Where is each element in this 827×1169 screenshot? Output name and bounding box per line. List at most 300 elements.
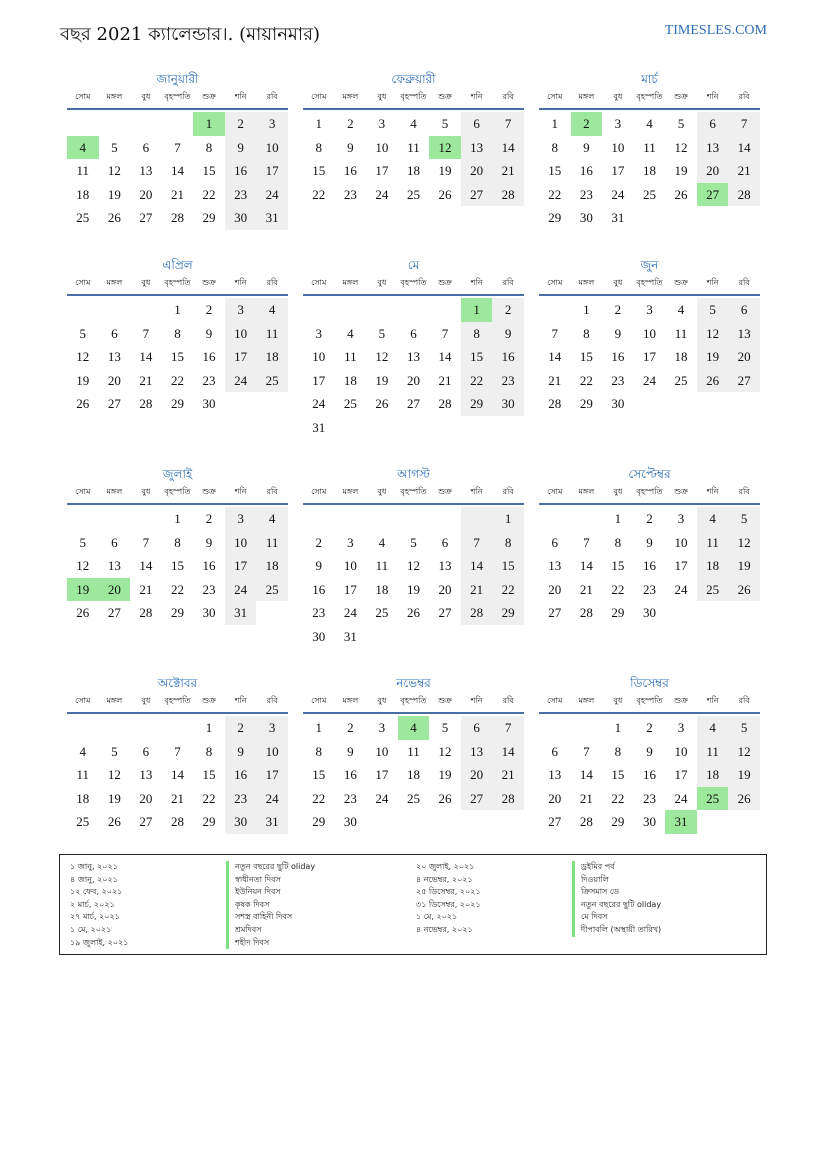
day-cell[interactable]: 14 bbox=[548, 349, 562, 364]
day-cell[interactable]: 23 bbox=[642, 790, 656, 806]
day-cell[interactable]: 13 bbox=[438, 558, 452, 573]
day-cell[interactable]: 22 bbox=[312, 790, 326, 806]
day-cell[interactable]: 3 bbox=[378, 116, 386, 131]
day-cell[interactable]: 28 bbox=[548, 396, 562, 411]
day-cell[interactable]: 15 bbox=[492, 554, 524, 578]
day-cell[interactable]: 25 bbox=[375, 605, 389, 620]
day-cell[interactable]: 4 bbox=[410, 116, 417, 131]
day-cell[interactable]: 7 bbox=[174, 743, 181, 759]
day-cell[interactable]: 1 bbox=[492, 507, 524, 531]
day-cell[interactable]: 31 bbox=[225, 601, 257, 625]
day-cell[interactable]: 17 bbox=[256, 763, 288, 787]
day-cell[interactable]: 19 bbox=[438, 163, 452, 178]
day-cell[interactable]: 20 bbox=[139, 790, 153, 806]
day-cell[interactable]: 6 bbox=[461, 112, 493, 136]
day-cell[interactable]: 21 bbox=[579, 790, 593, 806]
day-cell[interactable]: 30 bbox=[579, 210, 593, 225]
day-cell[interactable]: 7 bbox=[441, 325, 449, 341]
day-cell[interactable]: 14 bbox=[492, 740, 524, 764]
day-cell[interactable]: 12 bbox=[697, 322, 729, 346]
day-cell[interactable]: 19 bbox=[67, 578, 99, 602]
day-cell[interactable]: 13 bbox=[107, 349, 121, 364]
day-cell[interactable]: 25 bbox=[642, 186, 656, 202]
day-cell[interactable]: 16 bbox=[642, 558, 656, 573]
day-cell[interactable]: 14 bbox=[579, 558, 593, 573]
day-cell[interactable]: 19 bbox=[76, 372, 90, 388]
day-cell[interactable]: 2 bbox=[646, 511, 653, 526]
day-cell[interactable]: 11 bbox=[76, 163, 90, 178]
day-cell[interactable]: 2 bbox=[347, 720, 354, 735]
day-cell[interactable]: 10 bbox=[343, 558, 357, 573]
day-cell[interactable]: 30 bbox=[343, 814, 357, 829]
day-cell[interactable]: 27 bbox=[107, 605, 121, 620]
day-cell[interactable]: 4 bbox=[697, 716, 729, 740]
day-cell[interactable]: 14 bbox=[170, 163, 184, 178]
day-cell[interactable]: 14 bbox=[579, 767, 593, 782]
day-cell[interactable]: 13 bbox=[461, 136, 493, 160]
day-cell[interactable]: 3 bbox=[614, 116, 622, 131]
day-cell[interactable]: 11 bbox=[76, 767, 90, 782]
day-cell[interactable]: 18 bbox=[375, 581, 389, 597]
day-cell[interactable]: 3 bbox=[677, 720, 685, 735]
day-cell[interactable]: 8 bbox=[614, 743, 622, 759]
day-cell[interactable]: 16 bbox=[343, 767, 357, 782]
day-cell[interactable]: 26 bbox=[107, 814, 121, 829]
day-cell[interactable]: 13 bbox=[697, 136, 729, 160]
day-cell[interactable]: 5 bbox=[79, 534, 87, 550]
day-cell[interactable]: 30 bbox=[642, 814, 656, 829]
day-cell[interactable]: 5 bbox=[378, 325, 386, 341]
day-cell[interactable]: 8 bbox=[551, 139, 559, 155]
day-cell[interactable]: 19 bbox=[406, 581, 420, 597]
day-cell[interactable]: 24 bbox=[256, 787, 288, 811]
day-cell[interactable]: 18 bbox=[343, 372, 357, 388]
day-cell[interactable]: 23 bbox=[202, 581, 216, 597]
day-cell[interactable]: 27 bbox=[461, 787, 493, 811]
day-cell[interactable]: 3 bbox=[677, 511, 685, 526]
day-cell[interactable]: 16 bbox=[202, 558, 216, 573]
day-cell[interactable]: 15 bbox=[461, 345, 493, 369]
day-cell[interactable]: 12 bbox=[429, 136, 461, 160]
day-cell[interactable]: 8 bbox=[174, 325, 181, 341]
day-cell[interactable]: 14 bbox=[461, 554, 493, 578]
day-cell[interactable]: 16 bbox=[579, 163, 593, 178]
day-cell[interactable]: 11 bbox=[643, 139, 656, 155]
day-cell[interactable]: 29 bbox=[461, 392, 493, 416]
day-cell[interactable]: 24 bbox=[343, 605, 357, 620]
day-cell[interactable]: 27 bbox=[728, 369, 760, 393]
day-cell[interactable]: 17 bbox=[343, 581, 357, 597]
day-cell[interactable]: 20 bbox=[461, 763, 493, 787]
day-cell[interactable]: 29 bbox=[579, 396, 593, 411]
day-cell[interactable]: 1 bbox=[315, 720, 323, 735]
day-cell[interactable]: 19 bbox=[697, 345, 729, 369]
day-cell[interactable]: 7 bbox=[551, 325, 559, 341]
day-cell[interactable]: 2 bbox=[347, 116, 354, 131]
day-cell[interactable]: 24 bbox=[642, 372, 656, 388]
day-cell[interactable]: 30 bbox=[202, 396, 216, 411]
day-cell[interactable]: 29 bbox=[312, 814, 326, 829]
day-cell[interactable]: 19 bbox=[375, 372, 389, 388]
day-cell[interactable]: 24 bbox=[611, 186, 625, 202]
day-cell[interactable]: 11 bbox=[697, 531, 729, 555]
day-cell[interactable]: 17 bbox=[375, 767, 389, 782]
day-cell[interactable]: 28 bbox=[579, 814, 593, 829]
day-cell[interactable]: 12 bbox=[728, 740, 760, 764]
day-cell[interactable]: 25 bbox=[343, 396, 357, 411]
day-cell[interactable]: 15 bbox=[611, 767, 625, 782]
day-cell[interactable]: 15 bbox=[579, 349, 593, 364]
day-cell[interactable]: 5 bbox=[677, 116, 685, 131]
day-cell[interactable]: 17 bbox=[674, 767, 688, 782]
day-cell[interactable]: 9 bbox=[205, 534, 213, 550]
day-cell[interactable]: 6 bbox=[728, 298, 760, 322]
day-cell[interactable]: 6 bbox=[551, 534, 559, 550]
day-cell[interactable]: 14 bbox=[728, 136, 760, 160]
day-cell[interactable]: 12 bbox=[674, 139, 688, 155]
day-cell[interactable]: 23 bbox=[202, 372, 216, 388]
day-cell[interactable]: 13 bbox=[406, 349, 420, 364]
day-cell[interactable]: 23 bbox=[343, 790, 357, 806]
day-cell[interactable]: 16 bbox=[343, 163, 357, 178]
day-cell[interactable]: 24 bbox=[674, 581, 688, 597]
day-cell[interactable]: 27 bbox=[697, 183, 729, 207]
day-cell[interactable]: 21 bbox=[139, 372, 153, 388]
day-cell[interactable]: 11 bbox=[256, 322, 288, 346]
day-cell[interactable]: 3 bbox=[225, 298, 257, 322]
day-cell[interactable]: 18 bbox=[76, 186, 90, 202]
day-cell[interactable]: 5 bbox=[728, 507, 760, 531]
day-cell[interactable]: 21 bbox=[438, 372, 452, 388]
day-cell[interactable]: 23 bbox=[611, 372, 625, 388]
day-cell[interactable]: 5 bbox=[441, 116, 449, 131]
site-link[interactable]: TIMESLES.COM bbox=[664, 23, 767, 38]
day-cell[interactable]: 25 bbox=[256, 578, 288, 602]
day-cell[interactable]: 25 bbox=[76, 210, 90, 225]
day-cell[interactable]: 24 bbox=[256, 183, 288, 207]
day-cell[interactable]: 1 bbox=[174, 511, 181, 526]
day-cell[interactable]: 14 bbox=[139, 349, 153, 364]
day-cell[interactable]: 16 bbox=[611, 349, 625, 364]
day-cell[interactable]: 17 bbox=[674, 558, 688, 573]
day-cell[interactable]: 24 bbox=[375, 790, 389, 806]
day-cell[interactable]: 29 bbox=[492, 601, 524, 625]
day-cell[interactable]: 25 bbox=[406, 790, 420, 806]
day-cell[interactable]: 31 bbox=[312, 419, 326, 435]
day-cell[interactable]: 3 bbox=[256, 716, 288, 740]
day-cell[interactable]: 31 bbox=[256, 206, 288, 230]
day-cell[interactable]: 22 bbox=[611, 581, 625, 597]
day-cell[interactable]: 17 bbox=[642, 349, 656, 364]
day-cell[interactable]: 24 bbox=[674, 790, 688, 806]
day-cell[interactable]: 11 bbox=[697, 740, 729, 764]
day-cell[interactable]: 21 bbox=[492, 763, 524, 787]
day-cell[interactable]: 15 bbox=[548, 163, 562, 178]
day-cell[interactable]: 13 bbox=[139, 767, 153, 782]
day-cell[interactable]: 2 bbox=[205, 302, 213, 317]
day-cell[interactable]: 10 bbox=[611, 139, 625, 155]
day-cell[interactable]: 3 bbox=[256, 112, 288, 136]
day-cell[interactable]: 15 bbox=[170, 558, 184, 573]
day-cell[interactable]: 9 bbox=[646, 743, 653, 759]
day-cell[interactable]: 6 bbox=[441, 534, 449, 550]
day-cell[interactable]: 5 bbox=[728, 716, 760, 740]
day-cell[interactable]: 6 bbox=[111, 325, 118, 341]
day-cell[interactable]: 19 bbox=[728, 554, 760, 578]
day-cell[interactable]: 9 bbox=[347, 743, 354, 759]
day-cell[interactable]: 22 bbox=[202, 186, 216, 202]
day-cell[interactable]: 2 bbox=[614, 302, 622, 317]
day-cell[interactable]: 17 bbox=[256, 159, 288, 183]
day-cell[interactable]: 4 bbox=[67, 136, 99, 160]
day-cell[interactable]: 10 bbox=[256, 740, 288, 764]
day-cell[interactable]: 12 bbox=[406, 558, 420, 573]
day-cell[interactable]: 6 bbox=[551, 743, 559, 759]
day-cell[interactable]: 29 bbox=[170, 396, 184, 411]
day-cell[interactable]: 15 bbox=[202, 163, 216, 178]
day-cell[interactable]: 28 bbox=[728, 183, 760, 207]
day-cell[interactable]: 15 bbox=[611, 558, 625, 573]
day-cell[interactable]: 26 bbox=[728, 578, 760, 602]
day-cell[interactable]: 29 bbox=[202, 814, 216, 829]
day-cell[interactable]: 28 bbox=[492, 183, 524, 207]
day-cell[interactable]: 15 bbox=[202, 767, 216, 782]
day-cell[interactable]: 29 bbox=[611, 814, 625, 829]
day-cell[interactable]: 9 bbox=[492, 322, 524, 346]
day-cell[interactable]: 27 bbox=[406, 396, 420, 411]
day-cell[interactable]: 3 bbox=[225, 507, 257, 531]
day-cell[interactable]: 10 bbox=[312, 349, 326, 364]
day-cell[interactable]: 25 bbox=[697, 578, 729, 602]
day-cell[interactable]: 8 bbox=[174, 534, 181, 550]
day-cell[interactable]: 5 bbox=[697, 298, 729, 322]
day-cell[interactable]: 24 bbox=[225, 369, 257, 393]
day-cell[interactable]: 1 bbox=[193, 112, 225, 136]
day-cell[interactable]: 7 bbox=[583, 743, 590, 759]
day-cell[interactable]: 2 bbox=[315, 534, 323, 550]
day-cell[interactable]: 11 bbox=[375, 558, 389, 573]
day-cell[interactable]: 22 bbox=[579, 372, 593, 388]
day-cell[interactable]: 20 bbox=[461, 159, 493, 183]
day-cell[interactable]: 29 bbox=[548, 210, 562, 225]
day-cell[interactable]: 27 bbox=[438, 605, 452, 620]
day-cell[interactable]: 26 bbox=[728, 787, 760, 811]
day-cell[interactable]: 7 bbox=[728, 112, 760, 136]
day-cell[interactable]: 1 bbox=[205, 720, 213, 735]
day-cell[interactable]: 25 bbox=[76, 814, 90, 829]
day-cell[interactable]: 22 bbox=[492, 578, 524, 602]
day-cell[interactable]: 4 bbox=[256, 298, 288, 322]
day-cell[interactable]: 17 bbox=[375, 163, 389, 178]
day-cell[interactable]: 16 bbox=[225, 159, 257, 183]
day-cell[interactable]: 28 bbox=[492, 787, 524, 811]
day-cell[interactable]: 17 bbox=[312, 372, 326, 388]
day-cell[interactable]: 16 bbox=[225, 763, 257, 787]
day-cell[interactable]: 6 bbox=[410, 325, 417, 341]
day-cell[interactable]: 2 bbox=[492, 298, 524, 322]
day-cell[interactable]: 29 bbox=[170, 605, 184, 620]
day-cell[interactable]: 1 bbox=[614, 720, 622, 735]
day-cell[interactable]: 1 bbox=[551, 116, 559, 131]
day-cell[interactable]: 28 bbox=[438, 396, 452, 411]
day-cell[interactable]: 11 bbox=[344, 349, 357, 364]
day-cell[interactable]: 12 bbox=[107, 163, 121, 178]
day-cell[interactable]: 4 bbox=[646, 116, 653, 131]
day-cell[interactable]: 6 bbox=[697, 112, 729, 136]
day-cell[interactable]: 23 bbox=[642, 581, 656, 597]
day-cell[interactable]: 23 bbox=[343, 186, 357, 202]
day-cell[interactable]: 25 bbox=[697, 787, 729, 811]
day-cell[interactable]: 20 bbox=[548, 581, 562, 597]
day-cell[interactable]: 5 bbox=[410, 534, 417, 550]
day-cell[interactable]: 25 bbox=[406, 186, 420, 202]
day-cell[interactable]: 3 bbox=[347, 534, 354, 550]
day-cell[interactable]: 4 bbox=[256, 507, 288, 531]
day-cell[interactable]: 8 bbox=[205, 139, 213, 155]
day-cell[interactable]: 22 bbox=[170, 372, 184, 388]
day-cell[interactable]: 6 bbox=[142, 743, 150, 759]
day-cell[interactable]: 4 bbox=[398, 716, 430, 740]
day-cell[interactable]: 18 bbox=[697, 554, 729, 578]
day-cell[interactable]: 18 bbox=[256, 345, 288, 369]
day-cell[interactable]: 8 bbox=[205, 743, 213, 759]
day-cell[interactable]: 8 bbox=[315, 743, 323, 759]
day-cell[interactable]: 28 bbox=[461, 601, 493, 625]
day-cell[interactable]: 20 bbox=[139, 186, 153, 202]
day-cell[interactable]: 9 bbox=[225, 136, 257, 160]
day-cell[interactable]: 9 bbox=[583, 139, 590, 155]
day-cell[interactable]: 15 bbox=[170, 349, 184, 364]
day-cell[interactable]: 18 bbox=[406, 767, 420, 782]
day-cell[interactable]: 27 bbox=[548, 814, 562, 829]
day-cell[interactable]: 20 bbox=[438, 581, 452, 597]
day-cell[interactable]: 26 bbox=[375, 396, 389, 411]
day-cell[interactable]: 21 bbox=[492, 159, 524, 183]
day-cell[interactable]: 11 bbox=[407, 139, 420, 155]
day-cell[interactable]: 4 bbox=[79, 743, 87, 759]
day-cell[interactable]: 12 bbox=[375, 349, 389, 364]
day-cell[interactable]: 13 bbox=[139, 163, 153, 178]
day-cell[interactable]: 18 bbox=[642, 163, 656, 178]
day-cell[interactable]: 22 bbox=[548, 186, 562, 202]
day-cell[interactable]: 8 bbox=[315, 139, 323, 155]
day-cell[interactable]: 16 bbox=[642, 767, 656, 782]
day-cell[interactable]: 17 bbox=[225, 345, 257, 369]
day-cell[interactable]: 30 bbox=[202, 605, 216, 620]
day-cell[interactable]: 11 bbox=[407, 743, 420, 759]
day-cell[interactable]: 25 bbox=[674, 372, 688, 388]
day-cell[interactable]: 30 bbox=[225, 810, 257, 834]
day-cell[interactable]: 12 bbox=[76, 558, 90, 573]
day-cell[interactable]: 28 bbox=[170, 814, 184, 829]
day-cell[interactable]: 18 bbox=[256, 554, 288, 578]
day-cell[interactable]: 19 bbox=[438, 767, 452, 782]
day-cell[interactable]: 14 bbox=[170, 767, 184, 782]
day-cell[interactable]: 30 bbox=[312, 628, 326, 644]
day-cell[interactable]: 13 bbox=[728, 322, 760, 346]
day-cell[interactable]: 26 bbox=[107, 210, 121, 225]
day-cell[interactable]: 30 bbox=[492, 392, 524, 416]
day-cell[interactable]: 28 bbox=[170, 210, 184, 225]
day-cell[interactable]: 21 bbox=[548, 372, 562, 388]
day-cell[interactable]: 25 bbox=[256, 369, 288, 393]
day-cell[interactable]: 6 bbox=[142, 139, 150, 155]
day-cell[interactable]: 28 bbox=[579, 605, 593, 620]
day-cell[interactable]: 2 bbox=[225, 716, 257, 740]
day-cell[interactable]: 10 bbox=[674, 534, 688, 550]
day-cell[interactable]: 27 bbox=[139, 210, 153, 225]
day-cell[interactable]: 2 bbox=[225, 112, 257, 136]
day-cell[interactable]: 13 bbox=[461, 740, 493, 764]
day-cell[interactable]: 12 bbox=[76, 349, 90, 364]
day-cell[interactable]: 2 bbox=[646, 720, 653, 735]
day-cell[interactable]: 20 bbox=[107, 372, 121, 388]
day-cell[interactable]: 26 bbox=[406, 605, 420, 620]
day-cell[interactable]: 18 bbox=[697, 763, 729, 787]
day-cell[interactable]: 12 bbox=[728, 531, 760, 555]
day-cell[interactable]: 9 bbox=[347, 139, 354, 155]
day-cell[interactable]: 1 bbox=[614, 511, 622, 526]
day-cell[interactable]: 27 bbox=[139, 814, 153, 829]
day-cell[interactable]: 24 bbox=[375, 186, 389, 202]
day-cell[interactable]: 7 bbox=[142, 325, 150, 341]
day-cell[interactable]: 13 bbox=[107, 558, 121, 573]
day-cell[interactable]: 26 bbox=[697, 369, 729, 393]
day-cell[interactable]: 22 bbox=[202, 790, 216, 806]
day-cell[interactable]: 4 bbox=[347, 325, 354, 341]
day-cell[interactable]: 6 bbox=[461, 716, 493, 740]
day-cell[interactable]: 22 bbox=[611, 790, 625, 806]
day-cell[interactable]: 31 bbox=[343, 628, 357, 644]
day-cell[interactable]: 28 bbox=[139, 396, 153, 411]
day-cell[interactable]: 31 bbox=[256, 810, 288, 834]
day-cell[interactable]: 1 bbox=[583, 302, 590, 317]
day-cell[interactable]: 8 bbox=[614, 534, 622, 550]
day-cell[interactable]: 19 bbox=[674, 163, 688, 178]
day-cell[interactable]: 16 bbox=[312, 581, 326, 597]
day-cell[interactable]: 7 bbox=[583, 534, 590, 550]
day-cell[interactable]: 10 bbox=[256, 136, 288, 160]
day-cell[interactable]: 26 bbox=[438, 790, 452, 806]
day-cell[interactable]: 21 bbox=[139, 581, 153, 597]
day-cell[interactable]: 28 bbox=[139, 605, 153, 620]
day-cell[interactable]: 9 bbox=[205, 325, 213, 341]
day-cell[interactable]: 4 bbox=[677, 302, 685, 317]
day-cell[interactable]: 20 bbox=[697, 159, 729, 183]
day-cell[interactable]: 1 bbox=[174, 302, 181, 317]
day-cell[interactable]: 17 bbox=[611, 163, 625, 178]
day-cell[interactable]: 3 bbox=[315, 325, 323, 341]
day-cell[interactable]: 7 bbox=[492, 716, 524, 740]
day-cell[interactable]: 23 bbox=[579, 186, 593, 202]
day-cell[interactable]: 10 bbox=[225, 531, 257, 555]
day-cell[interactable]: 20 bbox=[728, 345, 760, 369]
day-cell[interactable]: 1 bbox=[461, 298, 493, 322]
day-cell[interactable]: 19 bbox=[107, 790, 121, 806]
day-cell[interactable]: 16 bbox=[492, 345, 524, 369]
day-cell[interactable]: 10 bbox=[375, 743, 389, 759]
day-cell[interactable]: 13 bbox=[548, 558, 562, 573]
day-cell[interactable]: 5 bbox=[79, 325, 87, 341]
day-cell[interactable]: 20 bbox=[99, 578, 131, 602]
day-cell[interactable]: 21 bbox=[728, 159, 760, 183]
day-cell[interactable]: 7 bbox=[492, 112, 524, 136]
day-cell[interactable]: 30 bbox=[611, 396, 625, 411]
day-cell[interactable]: 18 bbox=[674, 349, 688, 364]
day-cell[interactable]: 9 bbox=[614, 325, 622, 341]
day-cell[interactable]: 19 bbox=[728, 763, 760, 787]
day-cell[interactable]: 27 bbox=[548, 605, 562, 620]
